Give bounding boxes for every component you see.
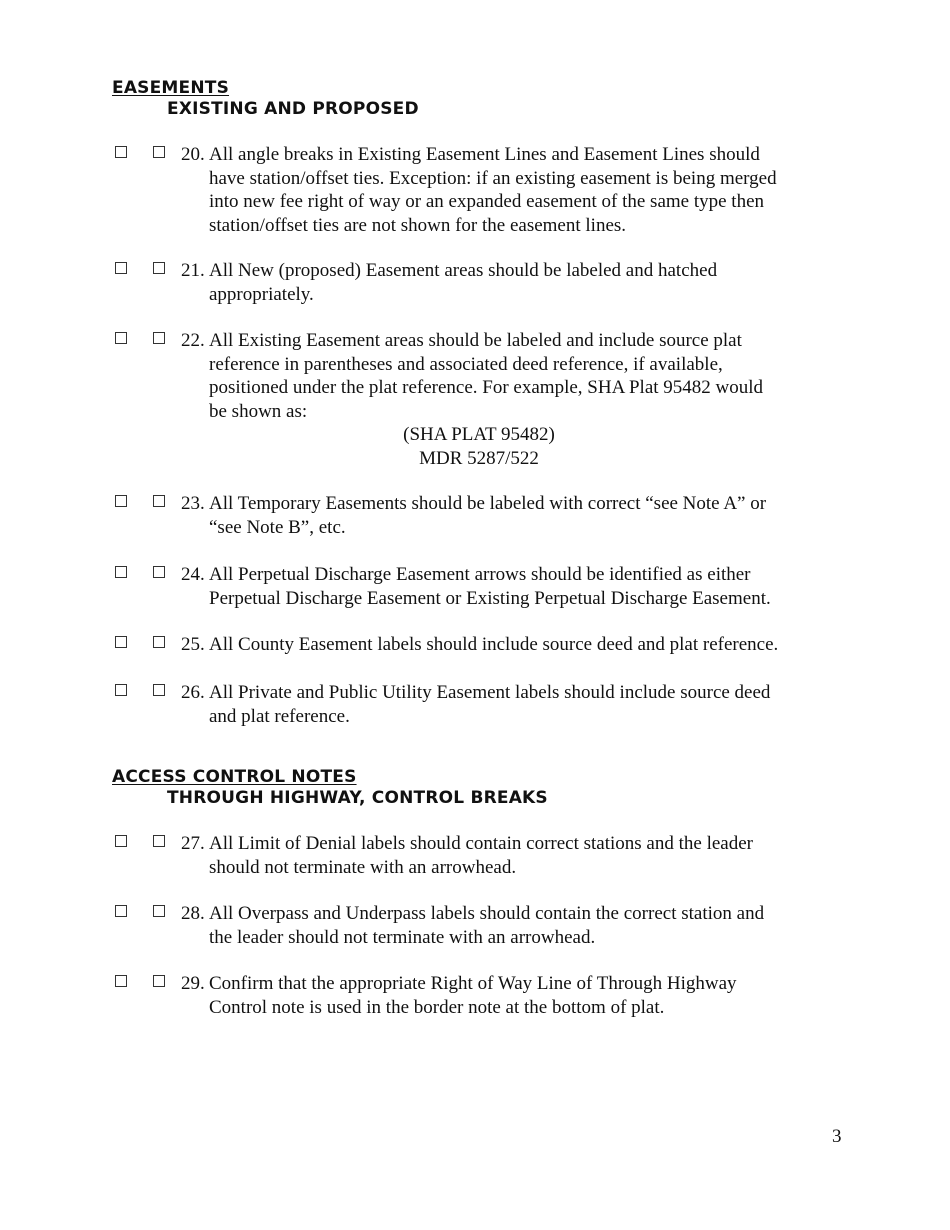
item-line: be shown as:	[209, 400, 308, 422]
item-text	[209, 902, 839, 949]
item-line: Control note is used in the border note at the bottom of plat.	[209, 996, 665, 1018]
checkbox-1[interactable]	[115, 566, 127, 578]
item-number: 25.	[181, 634, 205, 655]
checkbox-1[interactable]	[115, 636, 127, 648]
item-line: All Private and Public Utility Easement labels should include source deed	[209, 682, 771, 703]
item-line: All Perpetual Discharge Easement arrows should be identified as either	[209, 564, 751, 585]
checkbox-1[interactable]	[115, 262, 127, 274]
section-title: ACCESS CONTROL NOTES	[112, 767, 357, 787]
checkbox-1[interactable]	[115, 332, 127, 344]
checkbox-1[interactable]	[115, 835, 127, 847]
checkbox-2[interactable]	[153, 905, 165, 917]
checkbox-2[interactable]	[153, 146, 165, 158]
item-line: All Temporary Easements should be labeled with correct “see Note A” or	[209, 493, 767, 514]
item-number: 21.	[181, 260, 205, 281]
checkbox-2[interactable]	[153, 495, 165, 507]
item-line: Confirm that the appropriate Right of Way Line of Through Highway	[209, 973, 737, 994]
item-number: 26.	[181, 682, 205, 703]
item-line: All Overpass and Underpass labels should contain the correct station and	[209, 903, 765, 924]
item-line: All Existing Easement areas should be labeled and include source plat	[209, 330, 742, 351]
item-text	[209, 492, 839, 539]
section-heading-easements	[112, 78, 419, 120]
item-line: reference in parentheses and associated deed reference, if available,	[209, 353, 723, 375]
checkbox-1[interactable]	[115, 495, 127, 507]
item-line: have station/offset ties. Exception: if an existing easement is being merged	[209, 167, 777, 189]
item-line: station/offset ties are not shown for the easement lines.	[209, 214, 627, 236]
item-text	[209, 972, 839, 1019]
item-line: “see Note B”, etc.	[209, 516, 346, 538]
item-text	[209, 681, 839, 728]
checkbox-1[interactable]	[115, 684, 127, 696]
item-text	[209, 259, 839, 306]
checkbox-2[interactable]	[153, 262, 165, 274]
item-number: 29.	[181, 973, 205, 994]
checkbox-2[interactable]	[153, 684, 165, 696]
item-line: appropriately.	[209, 283, 314, 305]
item-line: should not terminate with an arrowhead.	[209, 856, 517, 878]
item-number: 28.	[181, 903, 205, 924]
checkbox-1[interactable]	[115, 905, 127, 917]
section-heading-access-control	[112, 767, 548, 809]
item-line: All Limit of Denial labels should contain correct stations and the leader	[209, 833, 753, 854]
section-title: EASEMENTS	[112, 78, 230, 98]
item-text	[209, 329, 839, 470]
checkbox-2[interactable]	[153, 636, 165, 648]
item-line: Perpetual Discharge Easement or Existing Perpetual Discharge Easement.	[209, 587, 771, 609]
checkbox-2[interactable]	[153, 566, 165, 578]
checkbox-2[interactable]	[153, 835, 165, 847]
item-number: 24.	[181, 564, 205, 585]
item-line: the leader should not terminate with an arrowhead.	[209, 926, 596, 948]
item-line: All angle breaks in Existing Easement Lines and Easement Lines should	[209, 144, 760, 165]
item-number: 20.	[181, 144, 205, 165]
section-subtitle: THROUGH HIGHWAY, CONTROL BREAKS	[167, 788, 548, 808]
example-plat-reference: (SHA PLAT 95482)	[403, 424, 555, 445]
item-number: 27.	[181, 833, 205, 854]
item-text	[209, 633, 839, 657]
item-line: positioned under the plat reference. For example, SHA Plat 95482 would	[209, 377, 764, 398]
item-line: into new fee right of way or an expanded easement of the same type then	[209, 191, 765, 212]
item-number: 22.	[181, 330, 205, 351]
item-number: 23.	[181, 493, 205, 514]
item-line: All New (proposed) Easement areas should be labeled and hatched	[209, 260, 718, 281]
checkbox-2[interactable]	[153, 975, 165, 987]
item-line: All County Easement labels should include source deed and plat reference.	[209, 634, 779, 655]
checkbox-1[interactable]	[115, 975, 127, 987]
section-subtitle: EXISTING AND PROPOSED	[167, 99, 419, 119]
item-text	[209, 832, 839, 879]
item-text	[209, 563, 839, 610]
item-line: and plat reference.	[209, 705, 350, 727]
checkbox-1[interactable]	[115, 146, 127, 158]
checkbox-2[interactable]	[153, 332, 165, 344]
page-number: 3	[832, 1126, 842, 1147]
example-deed-reference: MDR 5287/522	[419, 447, 539, 469]
item-text	[209, 143, 839, 237]
